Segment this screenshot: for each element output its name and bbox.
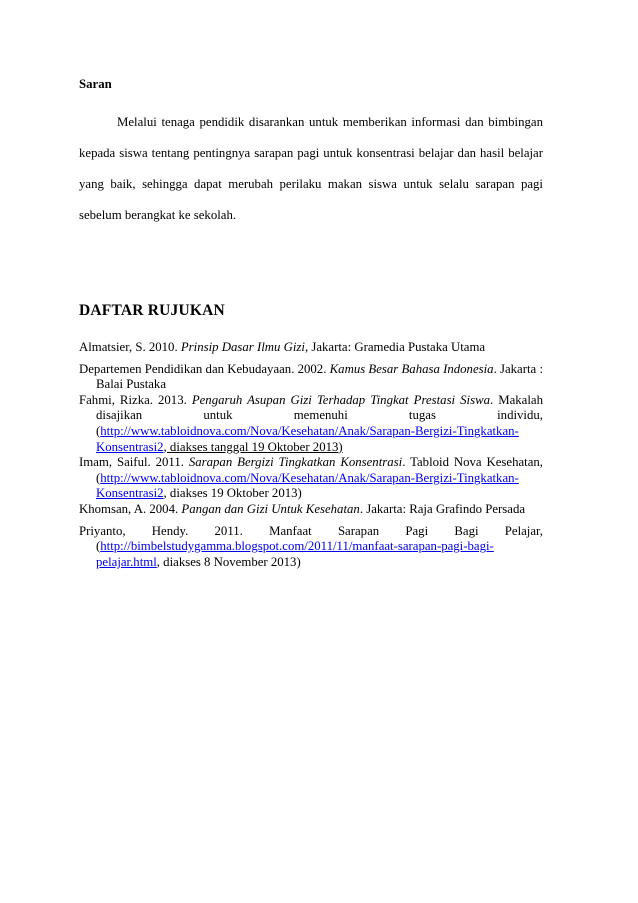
saran-heading: Saran bbox=[79, 77, 112, 91]
reference-item bbox=[79, 362, 543, 393]
reference-author-year: Imam, Saiful. 2011. bbox=[79, 455, 189, 470]
saran-paragraph: Melalui tenaga pendidik disarankan untuk memberikan informasi dan bimbingan kepada siswa tentang pentingnya sarapan pagi untuk konsentrasi belajar dan hasil belajar yang baik, sehingga dapat merubah perilaku makan siswa untuk selalu sarapan pagi sebelum berangkat ke sekolah. bbox=[79, 115, 543, 222]
reference-link[interactable]: http://bimbelstudygamma.blogspot.com/2011/11/manfaat-sarapan-pagi-bagi-pelajar.html bbox=[96, 539, 494, 569]
reference-link[interactable]: http://www.tabloidnova.com/Nova/Kesehatan/Anak/Sarapan-Bergizi-Tingkatkan-Konsentrasi2 bbox=[96, 423, 519, 454]
reference-item bbox=[79, 524, 543, 571]
reference-item bbox=[79, 502, 543, 518]
reference-title: Prinsip Dasar Ilmu Gizi bbox=[180, 340, 305, 354]
reference-link[interactable]: http://www.tabloidnova.com/Nova/Kesehatan/Anak/Sarapan-Bergizi-Tingkatkan-Konsentrasi2 bbox=[96, 470, 519, 501]
reference-publisher: . Tabloid Nova Kesehatan, bbox=[402, 455, 543, 470]
daftar-rujukan-heading: DAFTAR RUJUKAN bbox=[79, 302, 225, 319]
reference-title: Pengaruh Asupan Gizi Terhadap Tingkat Prestasi Siswa bbox=[191, 392, 490, 407]
reference-title: Sarapan Bergizi Tingkatkan Konsentrasi bbox=[188, 455, 403, 470]
link-open-paren: ( bbox=[96, 470, 101, 485]
reference-publisher: . Jakarta : Balai Pustaka bbox=[96, 361, 544, 392]
reference-publisher: . Makalah disajikan untuk memenuhi tugas individu, bbox=[96, 392, 543, 423]
reference-title: Kamus Besar Bahasa Indonesia bbox=[329, 361, 494, 376]
reference-author-year: Fahmi, Rizka. 2013. bbox=[79, 392, 192, 407]
reference-author-year: Departemen Pendidikan dan Kebudayaan. 2002. bbox=[79, 361, 330, 376]
reference-list bbox=[79, 340, 543, 570]
reference-access-date: , diakses 19 Oktober 2013) bbox=[163, 486, 302, 501]
reference-access-date: , diakses tanggal 19 Oktober 2013) bbox=[163, 439, 343, 454]
link-open-paren: ( bbox=[96, 423, 101, 438]
reference-item bbox=[79, 340, 543, 356]
reference-publisher: . Jakarta: Raja Grafindo Persada bbox=[359, 501, 526, 516]
reference-author-year: Priyanto, Hendy. 2011. Manfaat Sarapan Pagi Bagi Pelajar, bbox=[79, 523, 543, 538]
reference-author-year: Khomsan, A. 2004. bbox=[79, 501, 182, 516]
reference-item bbox=[79, 393, 543, 455]
reference-access-date: , diakses 8 November 2013) bbox=[156, 554, 301, 569]
reference-item bbox=[79, 455, 543, 502]
reference-publisher: , Jakarta: Gramedia Pustaka Utama bbox=[304, 340, 486, 354]
reference-title: Pangan dan Gizi Untuk Kesehatan bbox=[181, 501, 360, 516]
link-open-paren: ( bbox=[96, 539, 101, 554]
reference-author-year: Almatsier, S. 2010. bbox=[79, 340, 181, 354]
